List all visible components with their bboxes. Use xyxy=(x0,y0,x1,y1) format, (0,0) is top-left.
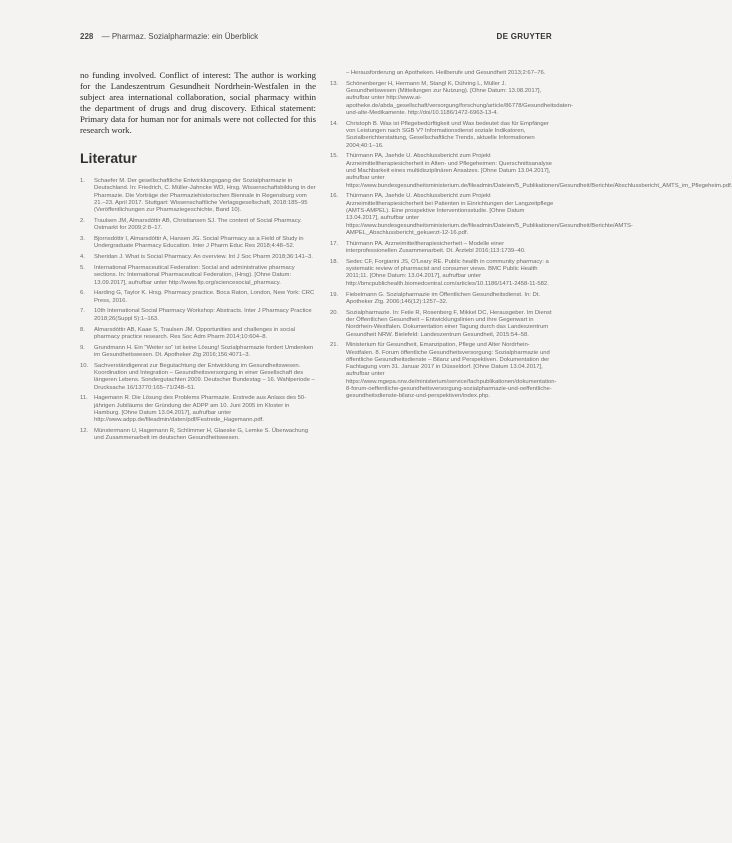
reference-item xyxy=(330,241,556,256)
reference-number: 18. xyxy=(330,258,339,265)
reference-number: 9. xyxy=(80,344,85,351)
reference-item xyxy=(80,218,316,233)
reference-list-left xyxy=(80,178,316,443)
reference-text: Schönenberger H, Hermann M, Stangl K, Dühring L, Müller J. Gesundheitswesen (Mitteilungen zur Nutzung). [Ohne Datum: 13.08.2017], aufrufbar unter http://www.ai-apotheke.de/abda_gesellschaft/versorgung/forschung/article/86778/Gesundheitsdaten-und-alte-Medikamente. http://doi/10.1186/1472-6963-13-4. xyxy=(346,80,573,116)
reference-number: 5. xyxy=(80,264,85,271)
section-title: Literatur xyxy=(80,150,137,166)
reference-text: Bjornsdóttir I, Almarsdóttir A, Hansen JG. Social Pharmacy as a Field of Study in Undergraduate Pharmacy Education. Inter J Pharm Educ Res 2018;4:48–52. xyxy=(94,236,304,250)
page-number: 228 xyxy=(80,32,94,41)
reference-item xyxy=(80,178,316,214)
reference-text: Schaefer M. Der gesellschaftliche Entwicklungsgang der Sozialpharmazie in Deutschland. In: Friedrich, C. Müller-Jahncke WD, Hrsg. Wissenschaftsbildung in der Pharmazie. Die Vorträge der Pharmaziehistorischen Biennale in Regensburg vom 21.–23. April 2017. Stuttgart: Wissenschaftliche Verlagsgesellschaft, 2018:185–95 (Veröffentlichungen zur Pharmaziegeschichte, Band 10). xyxy=(94,178,316,214)
reference-text: Hagemann R. Die Lösung des Problems Pharmazie. Erstrede aus Anlass des 50-jährigen Jubiläums der Gründung der ADPP am 10. Juni 2005 im Kloster in Hamburg. [Ohne Datum 13.04.2017], aufrufbar unter http://www.adpp.de/fileadmin/daten/pdf/Festrede_Hagemann.pdf. xyxy=(94,395,307,424)
reference-text: Ministerium für Gesundheit, Emanzipation, Pflege und Alter Nordrhein-Westfalen. 8. Forum öffentliche Gesundheitsversorgung: Sozialpharmazie und öffentliche Gesundheitsdienste – Bilanz und Perspektiven. Dokumentation der Fachtagung vom 31. Januar 2017 in Düsseldorf. [Ohne Datum 13.04.2017], aufrufbar unter https://www.mgepa.nrw.de/ministerium/service/fachpublikationen/dokumentation-8-forum-oeffentliche-gesundheitsversorgung-sozialpharmazie-und-oeffentliche-gesundheitsdienste-bilanz-und-perspektiven/index.php. xyxy=(346,342,557,400)
reference-item xyxy=(330,259,556,288)
reference-number: 17. xyxy=(330,240,339,247)
reference-number: 8. xyxy=(80,326,85,333)
reference-item xyxy=(80,236,316,251)
reference-number: 12. xyxy=(80,428,89,435)
reference-text: Sheridan J. What is Social Pharmacy. An overview. Int J Soc Pharm 2018;36:141–3. xyxy=(94,254,313,261)
reference-text: Sozialpharmazie. In: Feile R, Rosenberg F, Mikkel DC, Herausgeber. Im Dienst der Öffentlichen Gesundheit – Entwicklungslinien und ihre Gegenwart in Nordrhein-Westfalen. Dokumentation einer Tagung durch das Landeszentrum Gesundheit NRW. Bielefeld: Landeszentrum Gesundheit, 2015:54–58. xyxy=(346,309,552,338)
reference-text: Thürmann PA, Jaehde U. Abschlussbericht zum Projekt Arzneimitteltherapiesicherheit bei Patienten in Einrichtungen der Langzeitpflege (AMTS-AMPEL). Eine prospektive Interventionsstudie. [Ohne Datum 13.04.2017], aufrufbar unter https://www.bundesgesundheitsministerium.de/fileadmin/Dateien/5_Publikationen/Gesundheit/Berichte/AMTS-AMPEL_Abschlussbericht_gekuerzt-12-16.pdf. xyxy=(346,193,633,236)
reference-text: Sachverständigenrat zur Begutachtung der Entwicklung im Gesundheitswesen. Koordination und Integration – Gesundheitsversorgung in einer Gesellschaft des längeren Lebens. Sondergutachten 2009. Deutscher Bundestag – 16. Wahlperiode – Drucksache 16/13770:165–71/248–51. xyxy=(94,362,315,391)
reference-number: 20. xyxy=(330,309,339,316)
running-header xyxy=(80,32,552,46)
publisher-name: DE GRUYTER xyxy=(496,32,552,41)
reference-text: Münstermann U, Hagemann R, Schlimmer H, Glaeske G, Lemke S. Überwachung und Zusammenarbeit im deutschen Gesundheitswesen. xyxy=(94,428,309,442)
reference-text: Traulsen JM, Almarsdóttir AB, Christiansen SJ. The context of Social Pharmacy. Ostmarkt for 2009;2:8–17. xyxy=(94,217,302,232)
reference-text: 10th International Social Pharmacy Workshop: Abstracts. Inter J Pharmacy Practice 2018;26(Suppl 5):1–163. xyxy=(94,308,312,322)
reference-item xyxy=(80,290,316,305)
reference-text: Christoph B. Was ist Pflegebedürftigkeit und Was bedeutet das für Empfänger von Leistungen nach SGB V? Informationsdienst soziale Indikatoren, Sozialberichterstattung, Gesellschaftliche Trends, aktuelle Informationen 2004;40:1–16. xyxy=(346,120,549,149)
reference-text: Thürmann PA. Arzneimitteltherapiesicherheit – Modelle einer interprofessionellen Zusammenarbeit. Dt. Ärztebl 2016;113:1739–40. xyxy=(346,240,526,255)
left-column xyxy=(80,70,316,446)
reference-item xyxy=(80,345,316,360)
reference-number: 3. xyxy=(80,236,85,243)
reference-number: 2. xyxy=(80,217,85,224)
reference-text: Harding G, Taylor K. Hrsg. Pharmacy practice. Boca Raton, London, New York: CRC Press, 2016. xyxy=(94,290,315,304)
reference-number: 19. xyxy=(330,291,339,298)
reference-item xyxy=(330,153,732,189)
reference-number: 14. xyxy=(330,120,339,127)
reference-item xyxy=(80,395,316,424)
reference-item xyxy=(80,254,316,261)
reference-text: Thürmann PA, Jaehde U. Abschlussbericht zum Projekt Arzneimitteltherapiesicherheit in Alten- und Pflegeheimen: Querschnittsanalyse und Machbarkeit eines multidisziplinären Ansatzes. [Ohne Datum 13.04.2017], aufrufbar unter https://www.bundesgesundheitsministerium.de/fileadmin/Dateien/5_Publikationen/Gesundheit/Berichte/Abschlussbericht_AMTS_im_Pflegeheim.pdf. xyxy=(346,153,732,189)
reference-item xyxy=(80,428,316,443)
right-column xyxy=(330,70,732,404)
reference-number: 21. xyxy=(330,342,339,349)
reference-number: 11. xyxy=(80,395,88,402)
reference-number: 7. xyxy=(80,308,85,315)
reference-item xyxy=(80,327,316,342)
reference-number: 6. xyxy=(80,290,85,297)
intro-paragraph: no funding involved. Conflict of interest: The author is working for the Landeszentrum Gesundheit Nordrhein-Westfalen in the subject area international collaboration, social pharmacy within the department of drugs and drug discovery. Ethical statement: Primary data for human nor for animals were not collected for this research work. xyxy=(80,70,316,135)
reference-item xyxy=(330,310,556,339)
reference-text: Grundmann H. Ein "Weiter so" ist keine Lösung! Sozialpharmazie fordert Umdenken im Gesundheitswesen. Dt. Apotheker Ztg 2016;156:4071–3. xyxy=(94,344,314,358)
reference-number: 15. xyxy=(330,153,339,160)
reference-item xyxy=(80,265,316,287)
reference-number: 13. xyxy=(330,80,339,87)
reference-text: – Herausforderung an Apotheken. Heilberufe und Gesundheit 2013;2:67–76. xyxy=(346,70,546,76)
reference-text: International Pharmaceutical Federation: Social and administrative pharmacy sections. In: International Pharmaceutical Federation, (Hrsg). [Ohne Datum: 13.09.2017], aufrufbar unter http://www.fip.org/sciencesocial_pharmacy. xyxy=(94,264,295,286)
reference-item xyxy=(80,363,316,392)
reference-number: 16. xyxy=(330,193,339,200)
reference-text: Sedec CF, Forgiarini JS, O'Leary RE. Public health in community pharmacy: a systematic review of pharmacist and consumer views. BMC Public Health 2011;11. [Ohne Datum: 13.04.2017], aufrufbar unter http://bmcpublichealth.biomedcentral.com/articles/10.1186/1471-2458-11-582. xyxy=(346,258,549,287)
reference-item xyxy=(330,70,556,77)
reference-item xyxy=(330,292,556,307)
reference-text: Fiebelmann G. Sozialpharmazie im Öffentlichen Gesundheitsdienst. In: Dt. Apotheker Ztg. 2006;146(12):1257–32. xyxy=(346,291,541,305)
reference-number: 4. xyxy=(80,254,85,261)
running-title: — Pharmaz. Sozialpharmazie: ein Überblick xyxy=(101,32,259,41)
reference-item xyxy=(330,342,556,400)
reference-number: 10. xyxy=(80,362,89,369)
reference-list-right xyxy=(330,70,732,401)
reference-item xyxy=(330,80,573,117)
reference-number: 1. xyxy=(80,178,85,184)
reference-item xyxy=(80,308,316,323)
reference-item xyxy=(330,121,556,150)
reference-text: Almarsdóttir AB, Kaae S, Traulsen JM. Opportunities and challenges in social pharmacy practice research. Res Soc Adm Pharm 2014;10:604–8. xyxy=(94,326,296,340)
reference-item xyxy=(330,193,633,237)
